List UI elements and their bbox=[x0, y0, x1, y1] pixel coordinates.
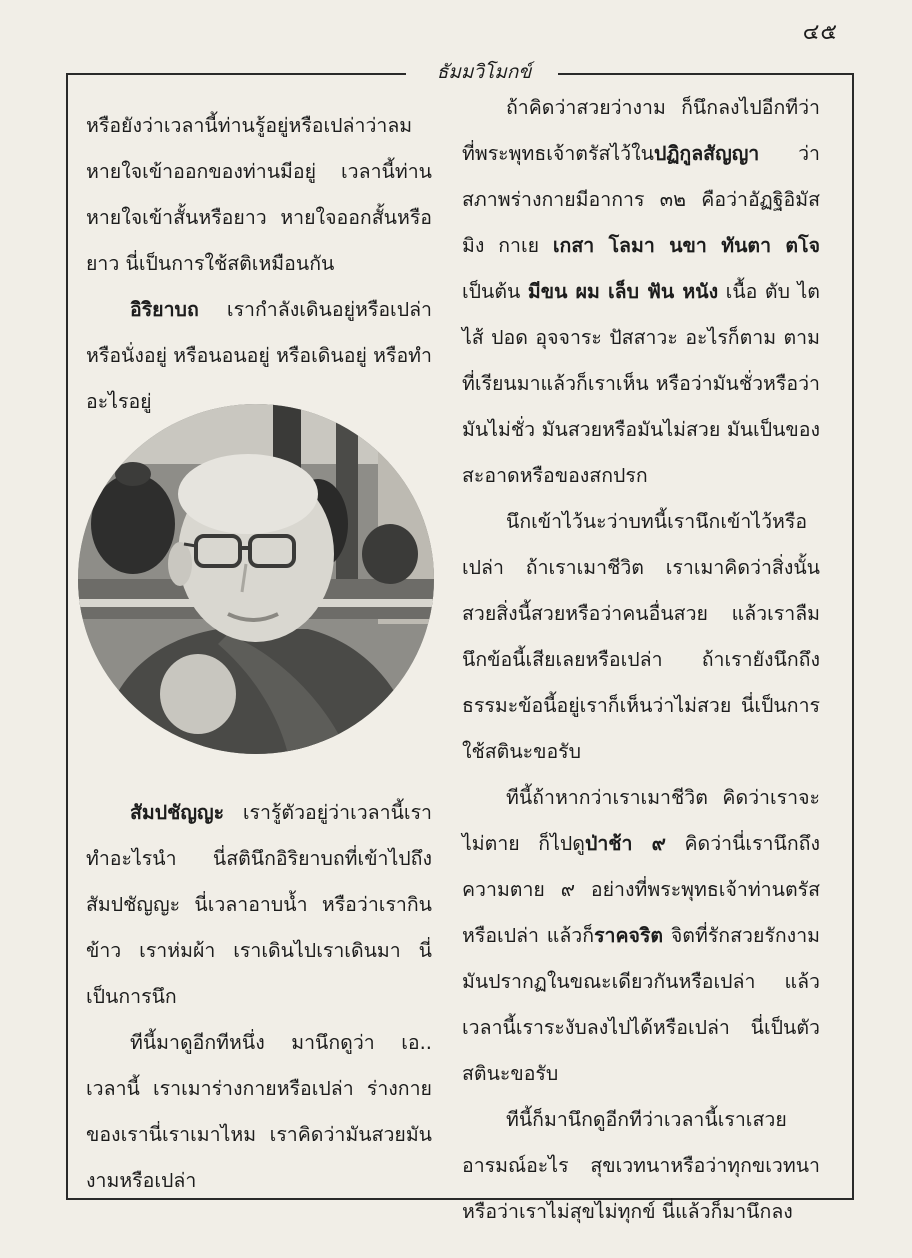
paragraph bbox=[462, 775, 820, 1097]
frame-rule-right bbox=[558, 73, 854, 75]
term-raga-carita: ราคจริต bbox=[594, 924, 664, 947]
paragraph-text: เรากำลังเดินอยู่หรือเปล่าหรือนั่งอยู่ หรือนอนอยู่ หรือเดินอยู่ หรือทำอะไรอยู่ bbox=[86, 298, 432, 413]
paragraph: หรือยังว่าเวลานี้ท่านรู้อยู่หรือเปล่าว่าลมหายใจเข้าออกของท่านมีอยู่ เวลานี้ท่านหายใจเข้าสั้นหรือยาว หายใจออกสั้นหรือยาว นี่เป็นการใช้สติเหมือนกัน bbox=[86, 114, 432, 275]
paragraph-text: เนื้อ ตับ ไต ไส้ ปอด อุจจาระ ปัสสาวะ อะไรก็ตาม ตามที่เรียนมาแล้วก็เราเห็น หรือว่ามันชั่วหรือว่ามันไม่ชั่ว มันสวยหรือมันไม่สวย มันเป็นของสะอาดหรือของสกปรก bbox=[462, 280, 820, 487]
paragraph bbox=[86, 790, 432, 1020]
term-iriyabot: อิริยาบถ bbox=[130, 298, 199, 321]
term-kesa-loma: เกสา โลมา นขา ทันตา ตโจ bbox=[552, 234, 820, 257]
term-pacha-9: ป่าช้า ๙ bbox=[584, 832, 666, 855]
running-head: ธัมมวิโมกข์ bbox=[436, 61, 532, 83]
left-column-bottom bbox=[86, 790, 432, 1204]
term-patikula-sanna: ปฏิกูลสัญญา bbox=[653, 142, 760, 165]
term-sampajanna: สัมปชัญญะ bbox=[130, 801, 225, 824]
paragraph-text: เรารู้ตัวอยู่ว่าเวลานี้เราทำอะไรนำ นี่สตินึกอิริยาบถที่เข้าไปถึงสัมปชัญญะ นี่เวลาอาบน้ำ หรือว่าเรากินข้าว เราห่มผ้า เราเดินไปเราเดินมา นี่เป็นการนึก bbox=[86, 801, 432, 1008]
paragraph-text: เป็นต้น bbox=[462, 280, 528, 303]
paragraph: ทีนี้ก็มานึกดูอีกทีว่าเวลานี้เราเสวยอารมณ์อะไร สุขเวทนาหรือว่าทุกขเวทนา หรือว่าเราไม่สุขไม่ทุกข์ นี่แล้วก็มานึกลง bbox=[462, 1108, 820, 1223]
frame-rule-left bbox=[66, 73, 406, 75]
page-number: ๔๕ bbox=[802, 20, 838, 45]
paragraph: ทีนี้มาดูอีกทีหนึ่ง มานึกดูว่า เอ.. เวลานี้ เราเมาร่างกายหรือเปล่า ร่างกายของเรานี่เราเมาไหม เราคิดว่ามันสวยมันงามหรือเปล่า bbox=[86, 1031, 432, 1192]
paragraph-text: ทีนี้ถ้าหากว่าเราเมาชีวิต คิดว่าเราจะไม่ตาย ก็ไปดู bbox=[462, 786, 820, 855]
right-column bbox=[462, 85, 820, 1235]
term-body-parts: มีขน ผม เล็บ ฟัน หนัง bbox=[527, 280, 719, 303]
paragraph: นึกเข้าไว้นะว่าบทนี้เรานึกเข้าไว้หรือเปล่า ถ้าเราเมาชีวิต เราเมาคิดว่าสิ่งนั้นสวยสิ่งนี้สวยหรือว่าคนอื่นสวย แล้วเราลืมนึกข้อนี้เสียเลยหรือเปล่า ถ้าเรายังนึกถึงธรรมะข้อนี้อยู่เราก็เห็นว่าไม่สวย นี่เป็นการใช้สตินะขอรับ bbox=[462, 510, 820, 763]
paragraph-text: ว่า สภาพร่างกายมีอาการ ๓๒ คือว่าอัฏฐิอิมัสมิง กาเย bbox=[462, 142, 820, 257]
paragraph bbox=[462, 85, 820, 499]
paragraph-text: คิดว่านี่เรานึกถึงความตาย ๙ อย่างที่พระพุทธเจ้าท่านตรัสหรือเปล่า แล้วก็ bbox=[462, 832, 820, 947]
paragraph-text: จิตที่รักสวยรักงามมันปรากฏในขณะเดียวกันหรือเปล่า แล้วเวลานี้เราระงับลงไปได้หรือเปล่า นี่เป็นตัวสตินะขอรับ bbox=[462, 924, 820, 1085]
paragraph-text: ถ้าคิดว่าสวยว่างาม ก็นึกลงไปอีกทีว่า ที่พระพุทธเจ้าตรัสไว้ใน bbox=[462, 96, 820, 165]
monk-portrait bbox=[78, 404, 434, 754]
left-column-top bbox=[86, 103, 432, 425]
